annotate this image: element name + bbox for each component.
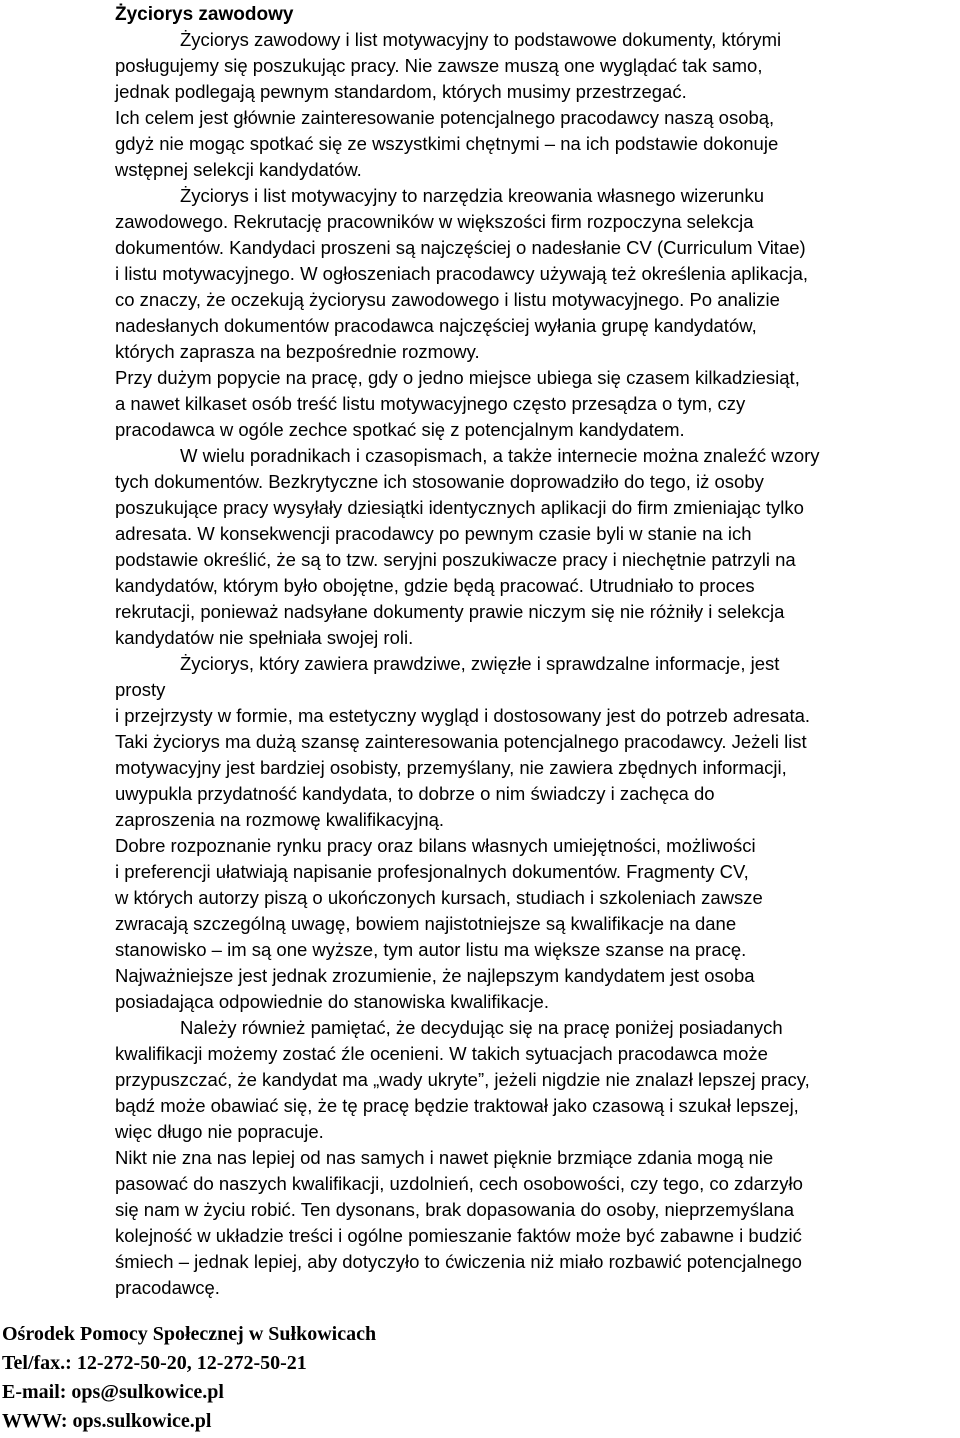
text-line: adresata. W konsekwencji pracodawcy po pewnym czasie byli w stanie na ich (115, 523, 752, 544)
text-line: kandydatów, którym było obojętne, gdzie będą pracować. Utrudniało to proces (115, 575, 755, 596)
website-address: WWW: ops.sulkowice.pl (2, 1410, 212, 1432)
text-line: przypuszczać, że kandydat ma „wady ukryte”, jeżeli nigdzie nie znalazł lepszej pracy, (115, 1069, 810, 1090)
text-line: zwracają szczególną uwagę, bowiem najistotniejsze są kwalifikacje na dane (115, 913, 737, 934)
text-line: się nam w życiu robić. Ten dysonans, brak dopasowania do osoby, nieprzemyślana (115, 1199, 795, 1220)
text-line: stanowisko – im są one wyższe, tym autor listu ma większe szanse na pracę. (115, 939, 747, 960)
text-line: pracodawca w ogóle zechce spotkać się z potencjalnym kandydatem. (115, 419, 685, 440)
text-line: kwalifikacji możemy zostać źle ocenieni. W takich sytuacjach pracodawca może (115, 1043, 768, 1064)
text-line: w których autorzy piszą o ukończonych kursach, studiach i szkoleniach zawsze (115, 887, 763, 908)
text-line: Życiorys i list motywacyjny to narzędzia kreowania własnego wizerunku (180, 185, 765, 206)
text-line: i listu motywacyjnego. W ogłoszeniach pracodawcy używają też określenia aplikacja, (115, 263, 809, 284)
text-line: zawodowego. Rekrutację pracowników w większości firm rozpoczyna selekcja (115, 211, 754, 232)
text-line: a nawet kilkaset osób treść listu motywacyjnego często przesądza o tym, czy (115, 393, 746, 414)
text-line: Taki życiorys ma dużą szansę zainteresowania potencjalnego pracodawcy. Jeżeli list (115, 731, 807, 752)
text-line: Należy również pamiętać, że decydując się na pracę poniżej posiadanych (180, 1017, 783, 1038)
text-line: więc długo nie popracuje. (115, 1121, 324, 1142)
text-line: pasować do naszych kwalifikacji, uzdolnień, cech osobowości, czy tego, co zdarzyło (115, 1173, 803, 1194)
text-line: wstępnej selekcji kandydatów. (115, 159, 362, 180)
text-line: pracodawcę. (115, 1277, 220, 1298)
text-line: i preferencji ułatwiają napisanie profesjonalnych dokumentów. Fragmenty CV, (115, 861, 749, 882)
email-address: E-mail: ops@sulkowice.pl (2, 1381, 224, 1403)
document-title: Życiorys zawodowy (115, 4, 294, 25)
text-line: gdyż nie mogąc spotkać się ze wszystkimi chętnymi – na ich podstawie dokonuje (115, 133, 779, 154)
text-line: zaproszenia na rozmowę kwalifikacyjną. (115, 809, 445, 830)
text-line: jednak podlegają pewnym standardom, których musimy przestrzegać. (115, 81, 687, 102)
text-line: tych dokumentów. Bezkrytyczne ich stosowanie doprowadziło do tego, iż osoby (115, 471, 764, 492)
text-line: i przejrzysty w formie, ma estetyczny wygląd i dostosowany jest do potrzeb adresata. (115, 705, 811, 726)
text-line: kandydatów nie spełniała swojej roli. (115, 627, 414, 648)
text-line: bądź może obawiać się, że tę pracę będzie traktował jako czasową i szukał lepszej, (115, 1095, 799, 1116)
text-line: których zaprasza na bezpośrednie rozmowy. (115, 341, 480, 362)
text-line: nadesłanych dokumentów pracodawca najczęściej wyłania grupę kandydatów, (115, 315, 757, 336)
text-line: Życiorys zawodowy i list motywacyjny to podstawowe dokumenty, którymi (180, 29, 782, 50)
text-line: posiadająca odpowiednie do stanowiska kwalifikacje. (115, 991, 549, 1012)
text-line: Najważniejsze jest jednak zrozumienie, że najlepszym kandydatem jest osoba (115, 965, 755, 986)
text-line: Ich celem jest głównie zainteresowanie potencjalnego pracodawcy naszą osobą, (115, 107, 775, 128)
phone-fax: Tel/fax.: 12-272-50-20, 12-272-50-21 (2, 1352, 307, 1374)
footer-contact (2, 1320, 376, 1436)
text-line: rekrutacji, ponieważ nadsyłane dokumenty prawie niczym się nie różniły i selekcja (115, 601, 785, 622)
text-line: motywacyjny jest bardziej osobisty, przemyślany, nie zawiera zbędnych informacji, (115, 757, 787, 778)
text-line: śmiech – jednak lepiej, aby dotyczyło to ćwiczenia niż miało rozbawić potencjalnego (115, 1251, 802, 1272)
text-line: uwypukla przydatność kandydata, to dobrze o nim świadczy i zachęca do (115, 783, 715, 804)
text-line: Przy dużym popycie na pracę, gdy o jedno miejsce ubiega się czasem kilkadziesiąt, (115, 367, 800, 388)
text-line: posługujemy się poszukując pracy. Nie zawsze muszą one wyglądać tak samo, (115, 55, 763, 76)
text-line: dokumentów. Kandydaci proszeni są najczęściej o nadesłanie CV (Curriculum Vitae) (115, 237, 806, 258)
text-line: poszukujące pracy wysyłały dziesiątki identycznych aplikacji do firm zmieniając tylko (115, 497, 804, 518)
text-line: Nikt nie zna nas lepiej od nas samych i nawet pięknie brzmiące zdania mogą nie (115, 1147, 774, 1168)
text-line: kolejność w układzie treści i ogólne pomieszanie faktów może być zabawne i budzić (115, 1225, 802, 1246)
text-line: co znaczy, że oczekują życiorysu zawodowego i listu motywacyjnego. Po analizie (115, 289, 780, 310)
document-body (115, 27, 960, 1301)
text-line: W wielu poradnikach i czasopismach, a także internecie można znaleźć wzory (180, 445, 820, 466)
text-line: Życiorys, który zawiera prawdziwe, zwięzłe i sprawdzalne informacje, jest (180, 653, 780, 674)
text-line: Dobre rozpoznanie rynku pracy oraz bilans własnych umiejętności, możliwości (115, 835, 756, 856)
text-line: prosty (115, 679, 166, 700)
text-line: podstawie określić, że są to tzw. seryjni poszukiwacze pracy i niechętnie patrzyli na (115, 549, 796, 570)
organization-name: Ośrodek Pomocy Społecznej w Sułkowicach (2, 1323, 377, 1345)
